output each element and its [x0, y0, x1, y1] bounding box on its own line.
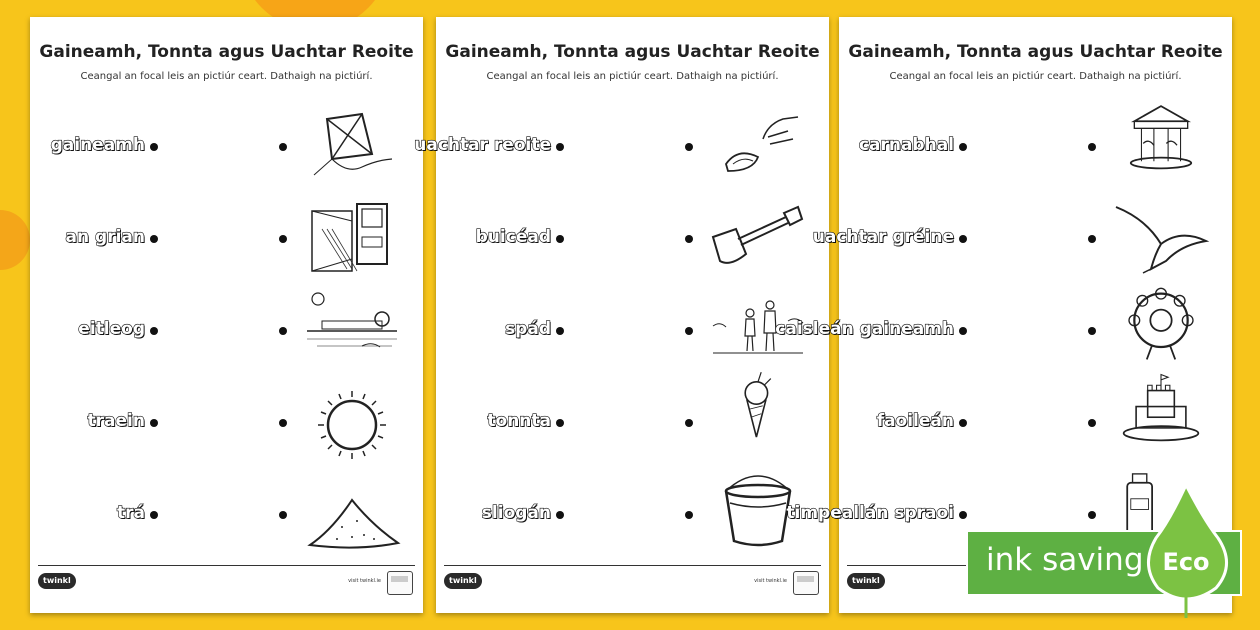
twinkl-logo: twinkl: [444, 573, 482, 589]
left-dot[interactable]: [150, 235, 158, 243]
right-dot[interactable]: [685, 419, 693, 427]
match-word: timpeallán spraoi: [786, 503, 954, 523]
right-dot[interactable]: [1088, 327, 1096, 335]
twinkl-logo: twinkl: [847, 573, 885, 589]
match-word: tonnta: [487, 411, 551, 431]
right-dot[interactable]: [685, 327, 693, 335]
left-dot[interactable]: [556, 143, 564, 151]
sandcastle-picture: [1111, 371, 1211, 451]
match-word: trá: [117, 503, 145, 523]
worksheet-1: [30, 17, 423, 613]
match-row: [812, 199, 1232, 289]
carousel-picture: [1111, 99, 1211, 179]
left-dot[interactable]: [556, 327, 564, 335]
ferris-wheel-picture: [1111, 283, 1211, 363]
right-dot[interactable]: [685, 511, 693, 519]
right-dot[interactable]: [1088, 235, 1096, 243]
left-dot[interactable]: [959, 511, 967, 519]
right-dot[interactable]: [685, 143, 693, 151]
right-dot[interactable]: [279, 511, 287, 519]
match-word: caisleán gaineamh: [775, 319, 954, 339]
right-dot[interactable]: [685, 235, 693, 243]
left-dot[interactable]: [959, 327, 967, 335]
left-dot[interactable]: [959, 235, 967, 243]
footer-visit-text: visit twinkl.ie: [754, 578, 787, 584]
match-word: an grian: [65, 227, 145, 247]
match-word: faoileán: [876, 411, 954, 431]
worksheet-title: Gaineamh, Tonnta agus Uachtar Reoite: [39, 42, 414, 62]
footer-badge-icon: [387, 571, 413, 595]
footer-divider: [444, 565, 821, 566]
match-word: buicéad: [475, 227, 551, 247]
match-word: eitleog: [78, 319, 145, 339]
right-dot[interactable]: [1088, 511, 1096, 519]
worksheet-title: Gaineamh, Tonnta agus Uachtar Reoite: [848, 42, 1223, 62]
match-word: traein: [87, 411, 145, 431]
left-dot[interactable]: [150, 419, 158, 427]
match-word: uachtar reoite: [414, 135, 551, 155]
match-row: [775, 291, 1232, 381]
footer-divider: [38, 565, 415, 566]
worksheet-instruction: Ceangal an focal leis an pictiúr ceart. Dathaigh na pictiúrí.: [486, 71, 779, 82]
worksheet-instruction: Ceangal an focal leis an pictiúr ceart. Dathaigh na pictiúrí.: [80, 71, 373, 82]
right-dot[interactable]: [1088, 143, 1096, 151]
footer-badge-icon: [793, 571, 819, 595]
eco-drop-icon: [1146, 480, 1256, 620]
left-dot[interactable]: [556, 235, 564, 243]
worksheet-title: Gaineamh, Tonnta agus Uachtar Reoite: [445, 42, 820, 62]
match-word: spád: [505, 319, 551, 339]
left-dot[interactable]: [556, 419, 564, 427]
right-dot[interactable]: [279, 419, 287, 427]
left-dot[interactable]: [556, 511, 564, 519]
left-dot[interactable]: [150, 511, 158, 519]
worksheet-2: [414, 17, 829, 613]
match-word: uachtar gréine: [812, 227, 954, 247]
match-row: [839, 107, 1232, 197]
eco-badge-label: Eco: [1162, 548, 1210, 576]
left-dot[interactable]: [959, 143, 967, 151]
ink-saving-label: ink saving: [986, 542, 1144, 578]
match-word: sliogán: [481, 503, 551, 523]
twinkl-logo: twinkl: [38, 573, 76, 589]
left-dot[interactable]: [150, 143, 158, 151]
ice-cream-picture: [708, 369, 808, 449]
right-dot[interactable]: [1088, 419, 1096, 427]
right-dot[interactable]: [279, 143, 287, 151]
worksheet-instruction: Ceangal an focal leis an pictiúr ceart. Dathaigh na pictiúrí.: [889, 71, 1182, 82]
seagull-picture: [1111, 199, 1211, 279]
match-word: gaineamh: [50, 135, 145, 155]
match-word: carnabhal: [858, 135, 954, 155]
left-dot[interactable]: [959, 419, 967, 427]
right-dot[interactable]: [279, 235, 287, 243]
match-row: [839, 383, 1232, 473]
right-dot[interactable]: [279, 327, 287, 335]
left-dot[interactable]: [150, 327, 158, 335]
footer-visit-text: visit twinkl.ie: [348, 578, 381, 584]
